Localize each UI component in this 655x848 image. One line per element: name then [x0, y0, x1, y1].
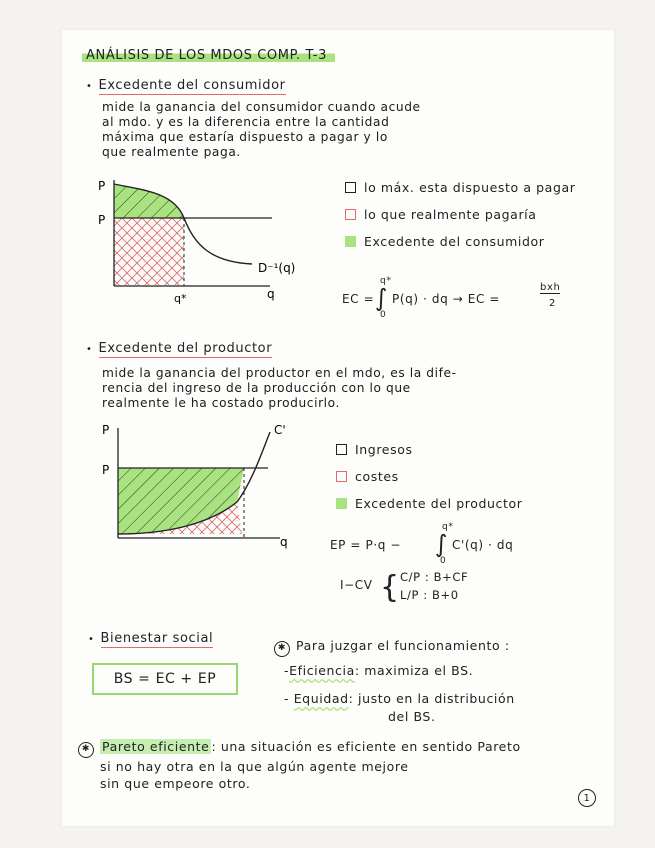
legend-item: Ingresos [336, 442, 523, 457]
producer-legend [336, 442, 523, 511]
page-number: 1 [578, 789, 596, 807]
notebook-page [62, 30, 614, 826]
outline-square-icon [336, 444, 347, 455]
producer-surplus-graph [92, 422, 332, 552]
judge-title: ✱ Para juzgar el funcionamiento : [274, 637, 510, 657]
integral-icon: ∫ [375, 284, 389, 312]
cost-breakdown: I−CV { C/P : B+CF L/P : B+0 [340, 570, 469, 605]
welfare-heading: • Bienestar social [88, 631, 214, 646]
pareto-definition: ✱ Pareto eficiente : una situación es eficiente en sentido Pareto si no hay otra en la que algún agente mejore sin que empeore otro. [78, 738, 521, 792]
consumer-formula: EC = q* ∫ 0 P(q) · dq → EC = bxh 2 [342, 276, 561, 320]
x-tick-qstar: q* [174, 292, 187, 305]
outline-square-icon [345, 182, 356, 193]
integral-icon: ∫ [435, 530, 449, 558]
red-square-icon [336, 471, 347, 482]
curve-label: C' [274, 423, 286, 437]
star-circle-icon: ✱ [274, 641, 290, 657]
efficiency-line: -Eficiencia: maximiza el BS. [284, 663, 474, 678]
red-square-icon [345, 209, 356, 220]
consumer-heading: • Excedente del consumidor [86, 78, 286, 93]
consumer-description: mide la ganancia del consumidor cuando acude al mdo. y es la diferencia entre la cantidad máxima que estaría dispuesto a pagar y lo que realmente paga. [102, 100, 421, 159]
y-label-price: P [98, 213, 106, 227]
curve-label: D⁻¹(q) [258, 261, 296, 275]
page-title: ANÁLISIS DE LOS MDOS COMP. T-3 [82, 48, 335, 63]
x-label: q [267, 287, 275, 301]
y-label-price: P [102, 463, 110, 477]
y-label-top: P [102, 423, 110, 437]
green-square-icon [345, 236, 356, 247]
consumer-legend [345, 180, 575, 249]
star-circle-icon: ✱ [78, 742, 94, 758]
legend-item: Excedente del productor [336, 496, 523, 511]
payment-area [114, 218, 184, 285]
y-label-top: P [98, 179, 106, 193]
welfare-formula-box: BS = EC + EP [92, 663, 238, 695]
equity-line: - Equidad: justo en la distribución [284, 691, 515, 706]
green-square-icon [336, 498, 347, 509]
producer-heading: • Excedente del productor [86, 341, 273, 356]
producer-description: mide la ganancia del productor en el mdo, es la dife- rencia del ingreso de la producción con lo que realmente le ha costado producirlo. [102, 366, 457, 410]
legend-item: lo máx. esta dispuesto a pagar [345, 180, 575, 195]
producer-formula: EP = P·q − q* ∫ 0 C'(q) · dq [330, 522, 514, 566]
consumer-hatch-area [114, 184, 184, 218]
legend-item: Excedente del consumidor [345, 234, 575, 249]
equity-line-2: del BS. [388, 709, 436, 724]
brace-icon: { [380, 570, 400, 605]
x-label: q [280, 535, 288, 549]
legend-item: lo que realmente pagaría [345, 207, 575, 222]
consumer-surplus-graph [92, 178, 332, 313]
legend-item: costes [336, 469, 523, 484]
